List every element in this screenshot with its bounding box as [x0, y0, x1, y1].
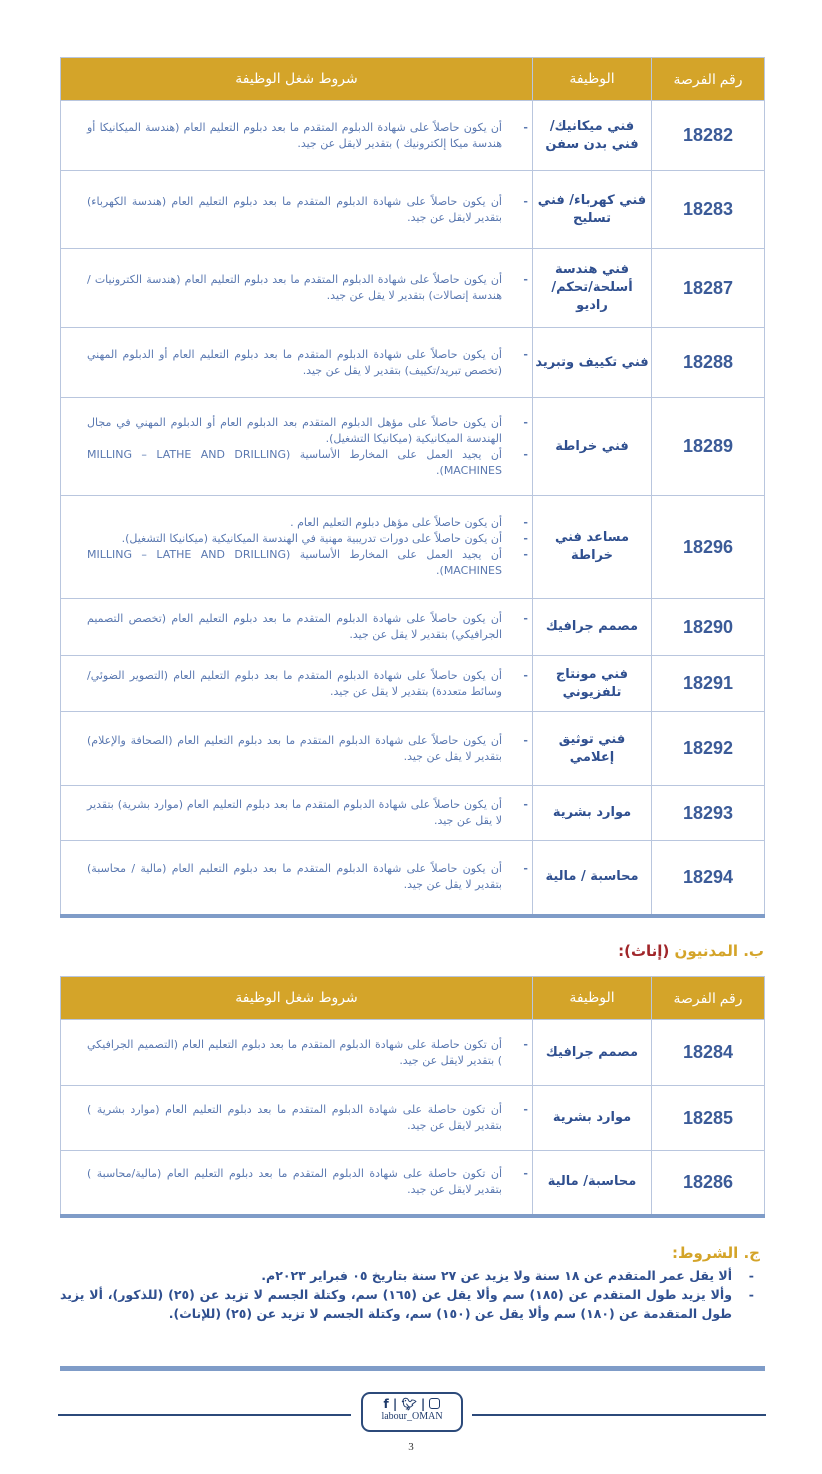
job-conditions — [61, 786, 533, 841]
header-conditions: شروط شغل الوظيفة — [61, 58, 533, 101]
table-row — [61, 1151, 765, 1216]
job-conditions — [61, 496, 533, 599]
condition-item: - أن يكون حاصلاً على شهادة الدبلوم المتقدم ما بعد دبلوم التعليم العام (هندسة الميكانيكا أو هندسة ميكا إلكترونيك ) بتقدير لايقل عن جيد. — [87, 120, 502, 152]
header-number: رقم الفرصة — [652, 977, 765, 1020]
condition-item: - أن يكون حاصلاً على شهادة الدبلوم المتقدم ما بعد دبلوم التعليم العام (الصحافة والإعلام) بتقدير لا يقل عن جيد. — [87, 733, 502, 765]
terms-item: - ألا يقل عمر المتقدم عن ١٨ سنة ولا يزيد عن ٢٧ سنة بتاريخ ٠٥ فبراير ٢٠٢٣م. — [60, 1266, 732, 1285]
job-conditions — [61, 398, 533, 496]
opportunity-number: 18290 — [652, 599, 765, 656]
job-title: موارد بشرية — [533, 786, 652, 841]
job-conditions — [61, 599, 533, 656]
header-number: رقم الفرصة — [652, 58, 765, 101]
table-row — [61, 599, 765, 656]
job-conditions — [61, 249, 533, 328]
job-title: فني ميكانيك/ فني بدن سفن — [533, 101, 652, 171]
opportunity-number: 18291 — [652, 656, 765, 712]
job-conditions — [61, 1151, 533, 1216]
job-conditions — [61, 101, 533, 171]
header-job: الوظيفة — [533, 58, 652, 101]
job-title: فني مونتاج تلفزيوني — [533, 656, 652, 712]
females-table — [60, 976, 765, 1218]
condition-item: - أن تكون حاصلة على شهادة الدبلوم المتقدم ما بعد دبلوم التعليم العام (موارد بشرية ) بتقدير لايقل عن جيد. — [87, 1102, 502, 1134]
job-title: محاسبة / مالية — [533, 841, 652, 916]
opportunity-number: 18285 — [652, 1086, 765, 1151]
job-title: فني تكييف وتبريد — [533, 328, 652, 398]
job-conditions — [61, 841, 533, 916]
condition-item: - أن يكون حاصلاً على شهادة الدبلوم المتقدم ما بعد دبلوم التعليم العام (هندسة الكهرباء) بتقدير لايقل عن جيد. — [87, 194, 502, 226]
opportunity-number: 18287 — [652, 249, 765, 328]
condition-item: - أن يكون حاصلاً على شهادة الدبلوم المتقدم ما بعد دبلوم التعليم العام (التصوير الضوئي/ وسائط متعددة) بتقدير لا يقل عن جيد. — [87, 668, 502, 700]
job-conditions — [61, 656, 533, 712]
condition-item: - أن يكون حاصلاً على دورات تدريبية مهنية في الهندسة الميكانيكية (ميكانيكا التشغيل). — [87, 531, 502, 547]
section-b-title — [618, 942, 764, 960]
table-row — [61, 1086, 765, 1151]
condition-item: - أن يكون حاصلاً على شهادة الدبلوم المتقدم ما بعد دبلوم التعليم العام أو الدبلوم المهني (تخصص تبريد/تكييف) بتقدير لا يقل عن جيد. — [87, 347, 502, 379]
job-title: فني خراطة — [533, 398, 652, 496]
section-b-suffix: (إناث): — [618, 942, 670, 960]
males-table — [60, 57, 765, 918]
job-conditions — [61, 712, 533, 786]
condition-item: - أن يكون حاصلاً على مؤهل الدبلوم المتقدم بعد الدبلوم العام أو الدبلوم المهني في مجال الهندسة الميكانيكية (ميكانيكا التشغيل). — [87, 415, 502, 447]
opportunity-number: 18296 — [652, 496, 765, 599]
table-row — [61, 496, 765, 599]
job-conditions — [61, 1020, 533, 1086]
social-handle: labour_OMAN — [381, 1411, 443, 1422]
opportunity-number: 18289 — [652, 398, 765, 496]
table-row — [61, 786, 765, 841]
job-title: موارد بشرية — [533, 1086, 652, 1151]
condition-item: - أن يكون حاصلاً على شهادة الدبلوم المتقدم ما بعد دبلوم التعليم العام (مالية / محاسبة) بتقدير لا يقل عن جيد. — [87, 861, 502, 893]
job-conditions — [61, 1086, 533, 1151]
section-b-prefix: ب. المدنيون — [674, 942, 764, 960]
table-row — [61, 656, 765, 712]
table-row — [61, 171, 765, 249]
footer-line-left — [58, 1414, 351, 1416]
table-row — [61, 328, 765, 398]
opportunity-number: 18282 — [652, 101, 765, 171]
divider — [60, 1366, 765, 1371]
opportunity-number: 18288 — [652, 328, 765, 398]
opportunity-number: 18293 — [652, 786, 765, 841]
job-title: محاسبة/ مالية — [533, 1151, 652, 1216]
condition-item: - أن تكون حاصلة على شهادة الدبلوم المتقدم ما بعد دبلوم التعليم العام (مالية/محاسبة ) بتقدير لايقل عن جيد. — [87, 1166, 502, 1198]
opportunity-number: 18294 — [652, 841, 765, 916]
job-title: مصمم جرافيك — [533, 599, 652, 656]
terms-item: - وألا يزيد طول المتقدم عن (١٨٥) سم وألا يقل عن (١٦٥) سم، وكتلة الجسم لا تزيد عن (٢٥) (للذكور)، ألا يزيد طول المتقدمة عن (١٨٠) سم وألا يقل عن (١٥٠) سم، وكتلة الجسم لا تزيد عن (٢٥) (للإناث). — [60, 1285, 732, 1323]
twitter-icon[interactable]: 🐦︎ — [401, 1397, 417, 1411]
condition-item: - أن يكون حاصلاً على شهادة الدبلوم المتقدم ما بعد دبلوم التعليم العام (هندسة الكترونيات / هندسة إتصالات) بتقدير لا يقل عن جيد. — [87, 272, 502, 304]
social-badge: f | 🐦︎ | labour_OMAN — [361, 1392, 463, 1432]
condition-item: - أن تكون حاصلة على شهادة الدبلوم المتقدم ما بعد دبلوم التعليم العام (التصميم الجرافيكي ) بتقدير لايقل عن جيد. — [87, 1037, 502, 1069]
table-row — [61, 101, 765, 171]
job-title: مصمم جرافيك — [533, 1020, 652, 1086]
condition-item: - أن يكون حاصلاً على شهادة الدبلوم المتقدم ما بعد دبلوم التعليم العام (تخصص التصميم الجرافيكي) بتقدير لا يقل عن جيد. — [87, 611, 502, 643]
opportunity-number: 18292 — [652, 712, 765, 786]
condition-item: - أن يجيد العمل على المخارط الأساسية (MILLING – LATHE AND DRILLING MACHINES). — [87, 447, 502, 479]
opportunity-number: 18284 — [652, 1020, 765, 1086]
job-conditions — [61, 328, 533, 398]
footer-line-right — [472, 1414, 766, 1416]
table-row — [61, 249, 765, 328]
facebook-icon[interactable]: f — [383, 1397, 389, 1411]
page-number: 3 — [408, 1441, 414, 1453]
condition-item: - أن يجيد العمل على المخارط الأساسية (MILLING – LATHE AND DRILLING MACHINES). — [87, 547, 502, 579]
job-conditions — [61, 171, 533, 249]
job-title: مساعد فني خراطة — [533, 496, 652, 599]
condition-item: - أن يكون حاصلاً على شهادة الدبلوم المتقدم ما بعد دبلوم التعليم العام (موارد بشرية) بتقدير لا يقل عن جيد. — [87, 797, 502, 829]
table-row — [61, 712, 765, 786]
condition-item: - أن يكون حاصلاً على مؤهل دبلوم التعليم العام . — [87, 515, 502, 531]
table-row — [61, 1020, 765, 1086]
header-job: الوظيفة — [533, 977, 652, 1020]
table-row — [61, 841, 765, 916]
opportunity-number: 18286 — [652, 1151, 765, 1216]
job-title: فني توثيق إعلامي — [533, 712, 652, 786]
terms-title: ج. الشروط: — [671, 1244, 760, 1262]
table-row — [61, 398, 765, 496]
job-title: فني كهرباء/ فني تسليح — [533, 171, 652, 249]
opportunity-number: 18283 — [652, 171, 765, 249]
job-title: فني هندسة أسلحة/تحكم/ راديو — [533, 249, 652, 328]
terms-section — [60, 1244, 762, 1323]
header-conditions: شروط شغل الوظيفة — [61, 977, 533, 1020]
instagram-icon[interactable] — [429, 1398, 440, 1409]
